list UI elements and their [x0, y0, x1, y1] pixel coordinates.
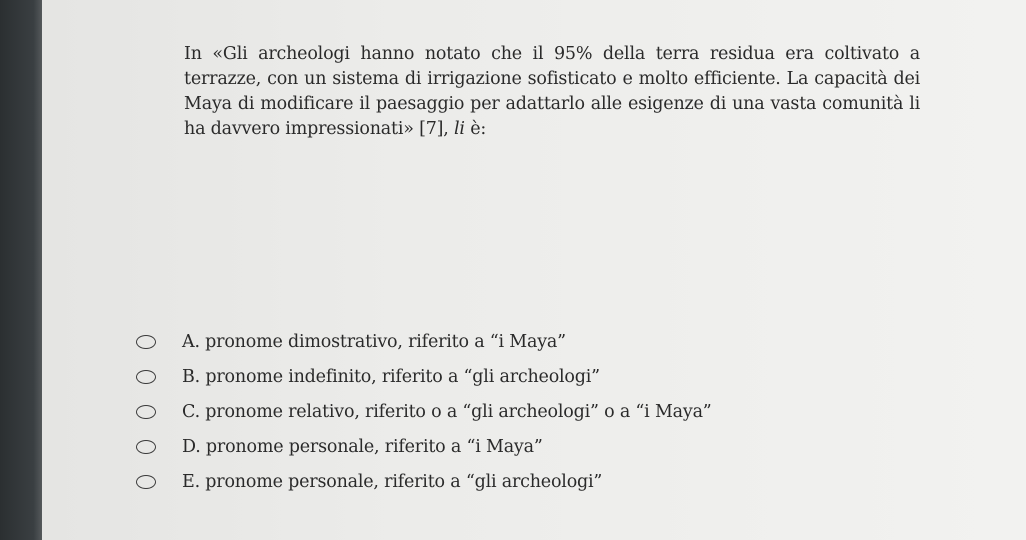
option-d-label: D. pronome personale, riferito a “i Maya”	[182, 436, 543, 457]
option-a[interactable]	[136, 324, 896, 359]
option-e[interactable]	[136, 464, 896, 499]
question-suffix: è:	[464, 119, 487, 139]
option-c[interactable]	[136, 394, 896, 429]
left-edge-bar	[0, 0, 42, 540]
radio-button-d[interactable]	[136, 440, 156, 454]
option-a-label: A. pronome dimostrativo, riferito a “i Maya”	[182, 331, 566, 352]
radio-button-e[interactable]	[136, 475, 156, 489]
option-c-label: C. pronome relativo, riferito o a “gli archeologi” o a “i Maya”	[182, 401, 712, 422]
option-d[interactable]	[136, 429, 896, 464]
answer-options	[136, 324, 896, 499]
radio-button-a[interactable]	[136, 335, 156, 349]
radio-button-b[interactable]	[136, 370, 156, 384]
radio-button-c[interactable]	[136, 405, 156, 419]
option-b[interactable]	[136, 359, 896, 394]
option-b-label: B. pronome indefinito, riferito a “gli archeologi”	[182, 366, 600, 387]
option-e-label: E. pronome personale, riferito a “gli archeologi”	[182, 471, 603, 492]
question-text	[184, 42, 920, 142]
question-emphasis: li	[454, 119, 465, 139]
question-body: In «Gli archeologi hanno notato che il 95% della terra residua era coltivato a terrazze, con un sistema di irrigazione sofisticato e molto efficiente. La capacità dei Maya di modificare il paesaggio per adattarlo alle esigenze di una vasta comunità li ha davvero impressionati» [7],	[184, 44, 920, 139]
